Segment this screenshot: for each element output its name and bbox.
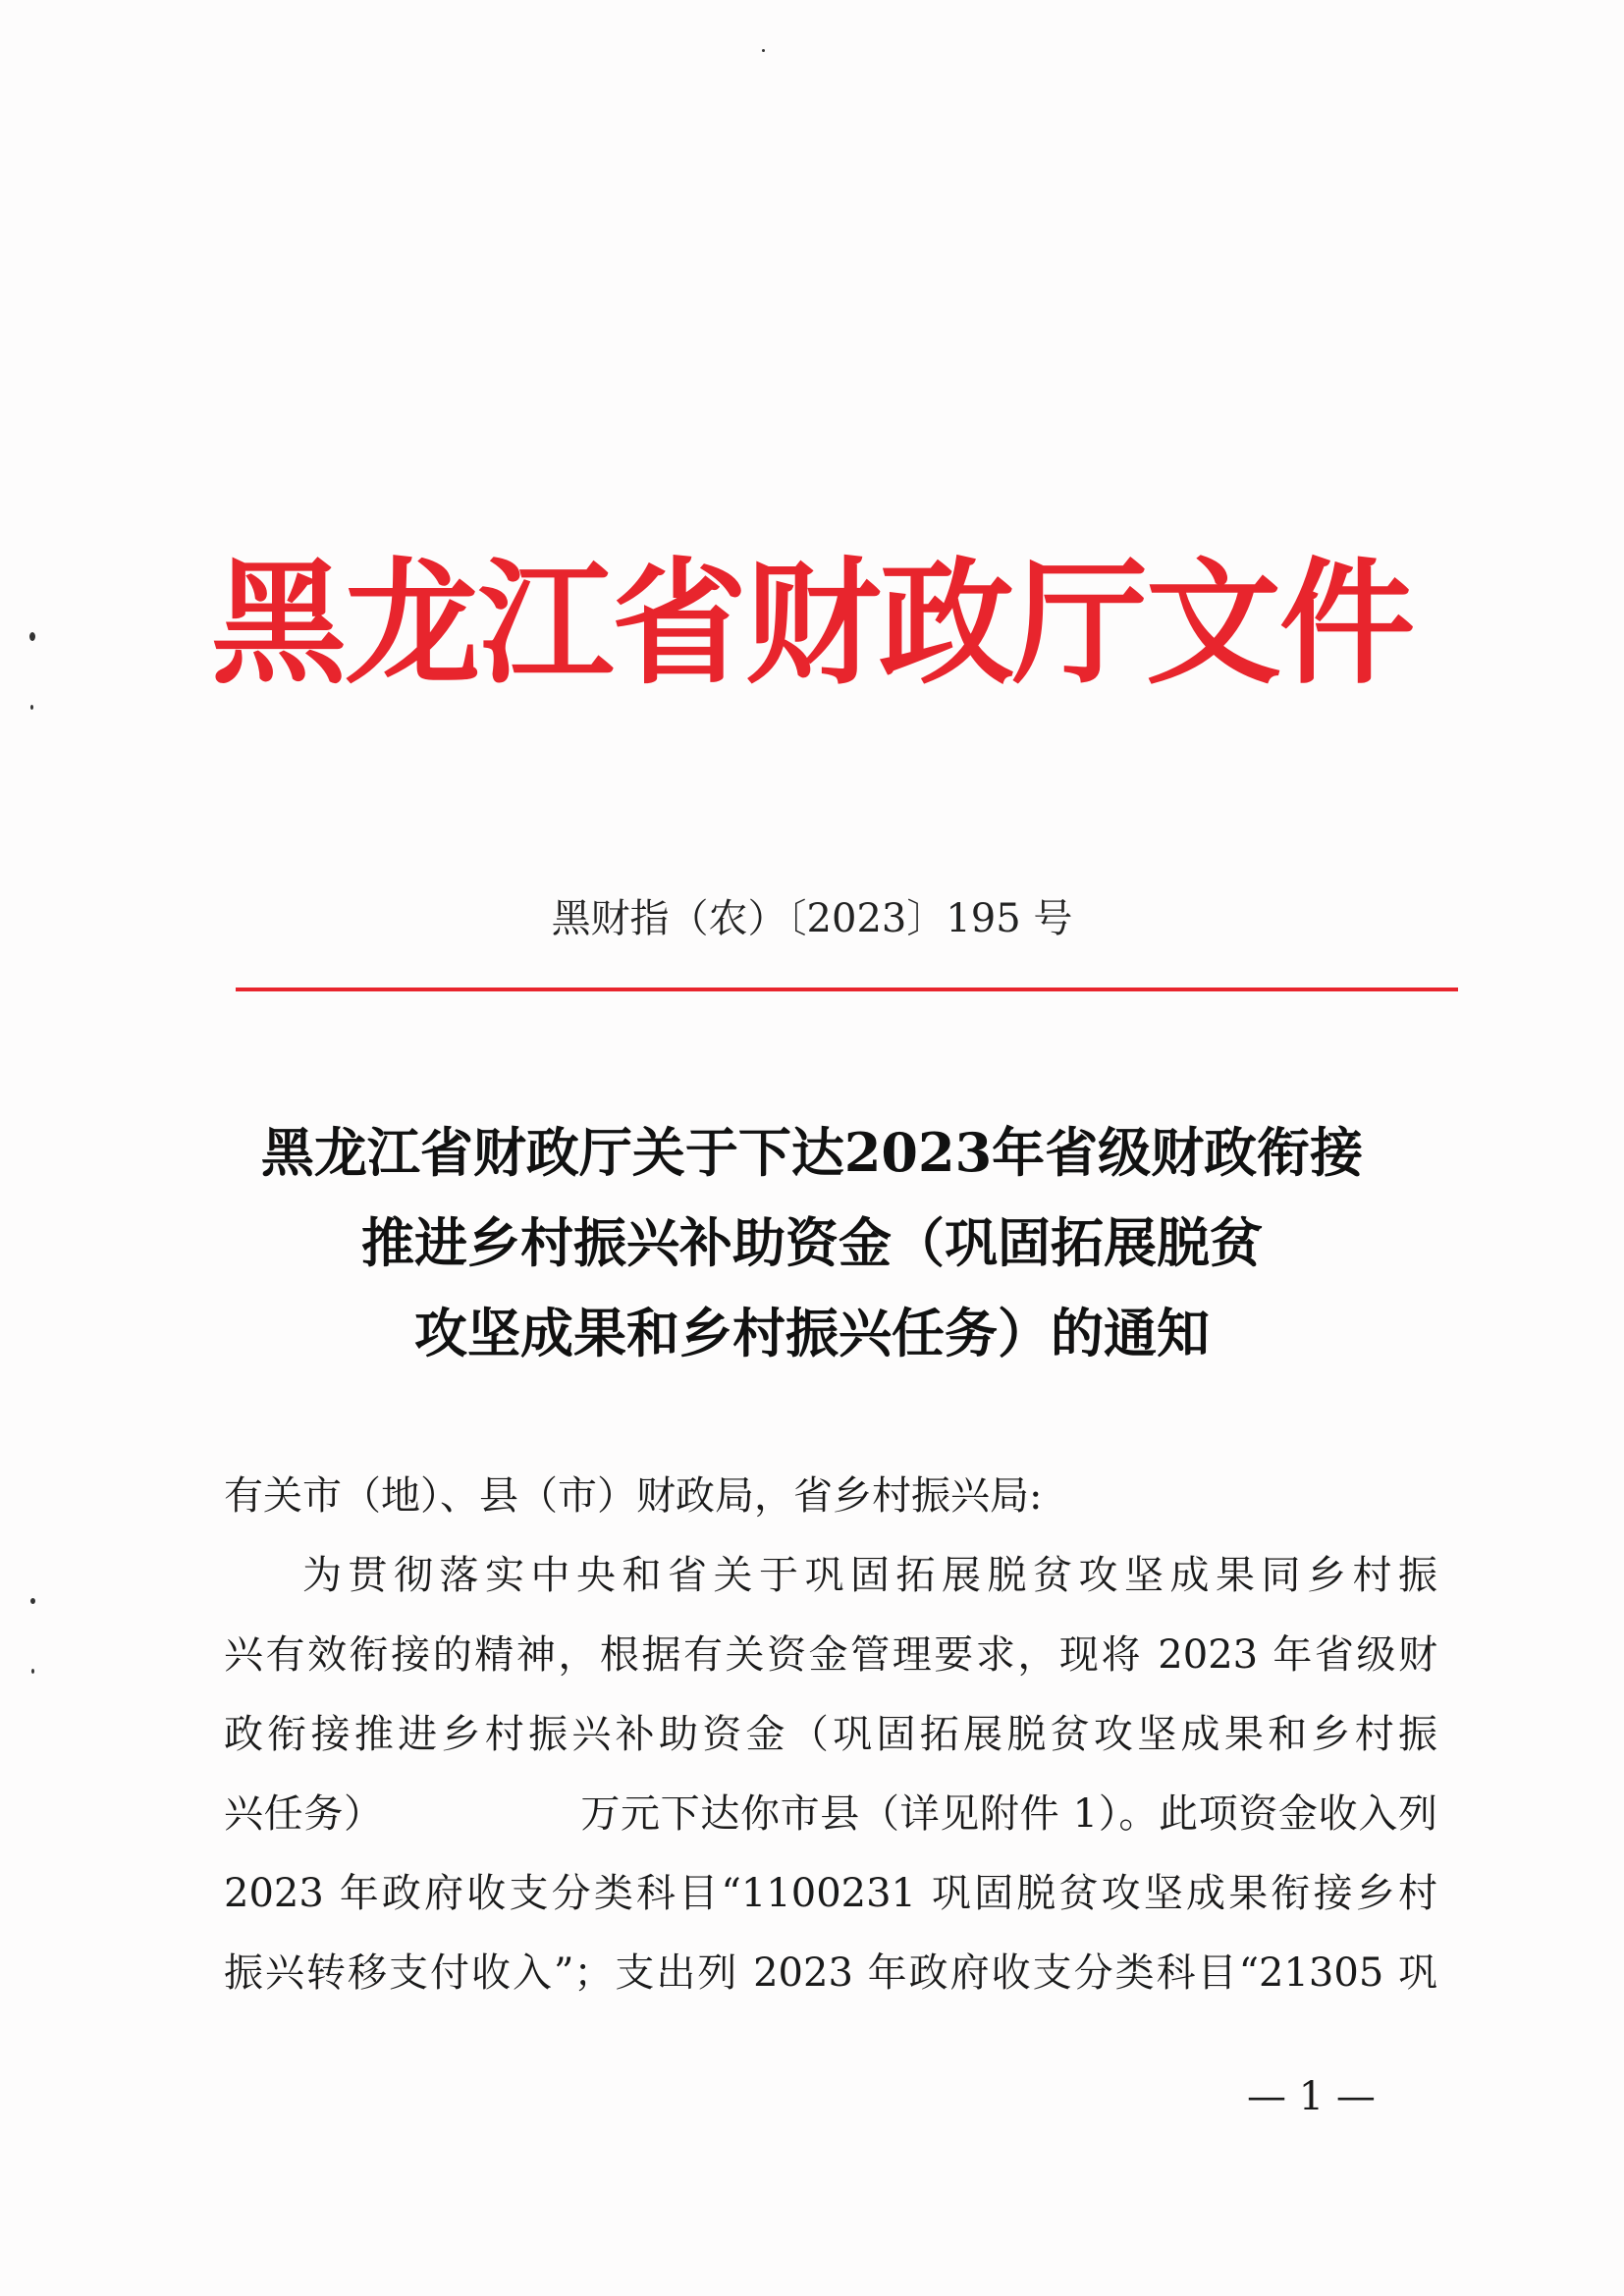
document-masthead: 黑龙江省财政厅文件	[210, 543, 1413, 703]
body-line: 为贯彻落实中央和省关于巩固拓展脱贫攻坚成果同乡村振	[302, 1553, 1437, 1598]
page-number: — 1 —	[1247, 2074, 1376, 2119]
body-line: 2023 年政府收支分类科目“1100231 巩固脱贫攻坚成果衔接乡村	[224, 1871, 1437, 1916]
document-title	[147, 1107, 1477, 1378]
scan-speck	[762, 49, 765, 52]
red-divider-rule	[236, 988, 1458, 991]
salutation: 有关市（地）、县（市）财政局，省乡村振兴局:	[224, 1473, 1043, 1519]
body-line: 兴有效衔接的精神，根据有关资金管理要求，现将 2023 年省级财	[224, 1632, 1437, 1678]
title-line: 推进乡村振兴补助资金（巩固拓展脱贫	[361, 1211, 1263, 1274]
body-line-segment: 兴任务）	[224, 1791, 384, 1837]
body-line: 政衔接推进乡村振兴补助资金（巩固拓展脱贫攻坚成果和乡村振	[224, 1712, 1437, 1757]
title-line: 攻坚成果和乡村振兴任务）的通知	[414, 1302, 1210, 1364]
scan-speck	[29, 632, 35, 641]
scan-speck	[30, 1598, 35, 1604]
body-paragraph	[224, 1548, 1437, 2025]
body-line: 振兴转移支付收入”；支出列 2023 年政府收支分类科目“21305 巩	[224, 1950, 1437, 1996]
body-line-with-gap	[224, 1787, 1437, 1866]
title-line: 黑龙江省财政厅关于下达2023年省级财政衔接	[260, 1121, 1364, 1184]
document-number: 黑财指（农）〔2023〕195 号	[551, 896, 1073, 941]
scan-speck	[30, 705, 33, 710]
scan-speck	[31, 1669, 34, 1674]
body-line-segment: 万元下达你市县（详见附件 1）。此项资金收入列	[579, 1791, 1438, 1837]
